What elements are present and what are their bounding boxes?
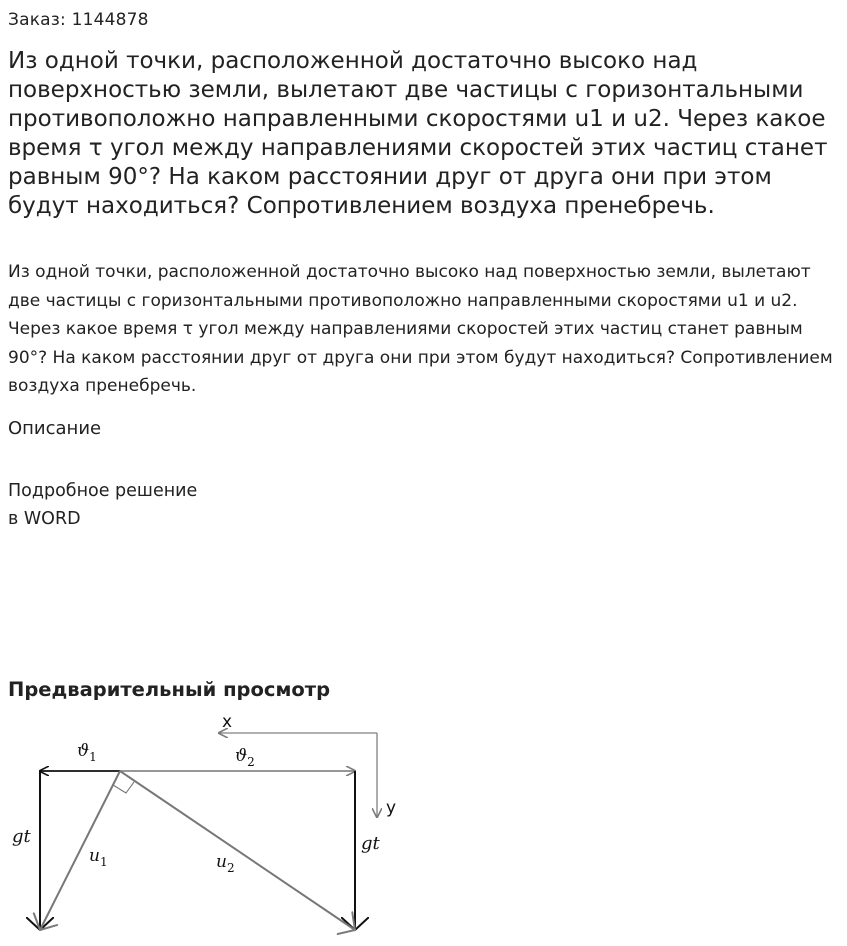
u2-label: $u_2$ xyxy=(216,852,235,875)
u1-vector xyxy=(40,771,120,930)
gt-right-label: gt xyxy=(361,833,380,854)
gt-left-label: gt xyxy=(12,826,31,847)
theta1-label: $ϑ_1$ xyxy=(77,741,97,764)
problem-title: Из одной точки, расположенной достаточно высоко над поверхностью земли, вылетают две частицы с горизонтальными противоположно направленными скоростями u1 и u2. Через какое время τ угол между направлениями скоростей этих частиц станет равным 90°? На каком расстоянии друг от друга они при этом будут находиться? Сопротивлением воздуха пренебречь. xyxy=(8,48,828,219)
theta2-label: $ϑ_2$ xyxy=(235,746,255,769)
problem-text: Из одной точки, расположенной достаточно высоко над поверхностью земли, вылетают две частицы с горизонтальными противоположно направленными скоростями u1 и u2. Через какое время τ угол между направлениями скоростей этих частиц станет равным 90°? На каком расстоянии друг от друга они при этом будут находиться? Сопротивлением воздуха пренебречь. xyxy=(8,262,833,397)
right-angle-mark xyxy=(113,782,134,793)
u1-label: $u_1$ xyxy=(89,846,108,869)
axis-y-label: y xyxy=(386,798,397,818)
solution-note xyxy=(8,477,197,533)
description-label: Описание xyxy=(8,418,102,439)
solution-note-line-2: в WORD xyxy=(8,509,81,529)
axis-x-label: x xyxy=(222,712,233,732)
solution-note-line-1: Подробное решение xyxy=(8,481,198,501)
order-number: Заказ: 1144878 xyxy=(8,10,149,30)
u2-vector xyxy=(120,771,355,930)
preview-title: Предварительный просмотр xyxy=(8,678,331,701)
velocity-diagram xyxy=(0,700,420,946)
